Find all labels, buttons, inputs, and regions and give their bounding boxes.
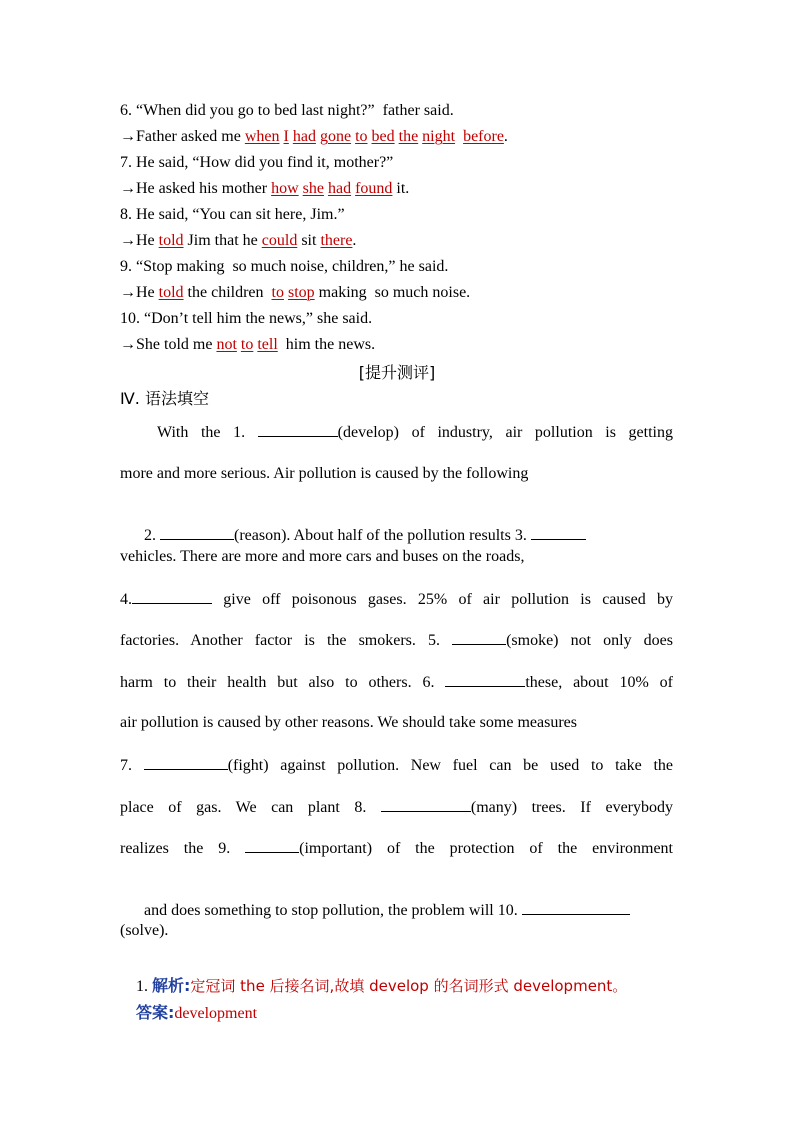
answer-word: not xyxy=(216,336,237,353)
blank-6[interactable] xyxy=(445,672,525,687)
section-heading: Ⅳ. 语法填空 xyxy=(120,389,209,408)
answer-word: stop xyxy=(287,284,315,301)
passage-line: (solve). xyxy=(120,922,169,939)
answer-word: could xyxy=(261,232,298,249)
answer-word: bed xyxy=(371,128,395,145)
explanation-line: 1. 解析:定冠词 the 后接名词,故填 develop 的名词形式 development。 xyxy=(136,976,628,995)
answer-text: Jim that he xyxy=(183,232,262,249)
blank-3[interactable] xyxy=(531,525,586,540)
passage-line: air pollution is caused by other reasons. We should take some measures xyxy=(120,714,577,731)
passage-line: vehicles. There are more and more cars and buses on the roads, xyxy=(120,548,525,565)
conversion-answer xyxy=(120,283,470,303)
answer-word: to xyxy=(355,128,368,145)
blank-7[interactable] xyxy=(144,755,228,770)
answer-word: she xyxy=(302,180,324,197)
answer-word: before xyxy=(463,128,504,145)
blank-1[interactable] xyxy=(258,422,338,437)
passage-line: realizes the 9. (important) of the protection of the environment xyxy=(120,840,673,857)
blank-2[interactable] xyxy=(160,525,234,540)
answer-text: development xyxy=(174,1005,258,1022)
answer-word: I xyxy=(283,128,289,145)
conversion-question: 10. “Don’t tell him the news,” she said. xyxy=(120,310,373,327)
answer-word: tell xyxy=(257,336,278,353)
answer-word: to xyxy=(271,284,284,301)
answer-word: there xyxy=(320,232,353,249)
answer-word: the xyxy=(398,128,419,145)
answer-text: . xyxy=(352,232,357,249)
passage-line: more and more serious. Air pollution is caused by the following xyxy=(120,465,529,482)
conversion-answer xyxy=(120,127,508,147)
answer-word: night xyxy=(422,128,456,145)
passage-line: place of gas. We can plant 8. (many) trees. If everybody xyxy=(120,799,674,816)
answer-word: when xyxy=(244,128,280,145)
passage-line: With the 1. (develop) of industry, air pollution is getting xyxy=(157,424,673,441)
answer-word: had xyxy=(327,180,352,197)
blank-9[interactable] xyxy=(245,838,299,853)
answer-text: making so much noise. xyxy=(314,284,471,301)
answer-prefix: →He asked his mother xyxy=(120,180,272,197)
passage-line: factories. Another factor is the smokers. 5. (smoke) not only does xyxy=(120,632,673,649)
conversion-question: 6. “When did you go to bed last night?” father said. xyxy=(120,102,454,119)
blank-8[interactable] xyxy=(381,797,471,812)
conversion-question: 7. He said, “How did you find it, mother?” xyxy=(120,154,394,171)
answer-prefix: →She told me xyxy=(120,336,217,353)
answer-text xyxy=(455,128,463,145)
answer-word: to xyxy=(240,336,254,353)
explanation-text: 定冠词 the 后接名词,故填 develop 的名词形式 development。 xyxy=(190,977,628,995)
conversion-question: 9. “Stop making so much noise, children,” he said. xyxy=(120,258,449,275)
answer-text: it. xyxy=(392,180,410,197)
conversion-answer xyxy=(120,179,409,199)
answer-text: the children xyxy=(183,284,272,301)
passage-line: 4. give off poisonous gases. 25% of air pollution is caused by xyxy=(120,591,673,608)
conversion-question: 8. He said, “You can sit here, Jim.” xyxy=(120,206,345,223)
answer-word: told xyxy=(158,284,184,301)
answer-word: gone xyxy=(319,128,352,145)
answer-word: found xyxy=(355,180,393,197)
answer-word: had xyxy=(292,128,316,145)
answer-text: . xyxy=(503,128,508,145)
answer-text: sit xyxy=(297,232,321,249)
passage-line: harm to their health but also to others. 6. these, about 10% of xyxy=(120,674,674,691)
passage-line: 2. (reason). About half of the pollution results 3. xyxy=(120,505,586,566)
answer-word: how xyxy=(271,180,299,197)
conversion-answer xyxy=(120,231,356,251)
answer-prefix: →He xyxy=(120,284,159,301)
section-tag: [提升测评] xyxy=(358,363,436,382)
explanation-label: 解析: xyxy=(152,976,191,995)
conversion-answer xyxy=(120,335,375,355)
passage-line: and does something to stop pollution, the problem will 10. xyxy=(120,880,630,941)
answer-prefix: →He xyxy=(120,232,159,249)
answer-word: told xyxy=(158,232,184,249)
answer-text: him the news. xyxy=(277,336,376,353)
answer-line xyxy=(120,983,257,1044)
passage-line: 7. (fight) against pollution. New fuel can be used to take the xyxy=(120,757,673,774)
answer-label: 答案: xyxy=(136,1003,175,1022)
blank-5[interactable] xyxy=(452,630,506,645)
blank-10[interactable] xyxy=(522,900,630,915)
blank-4[interactable] xyxy=(132,589,212,604)
answer-prefix: →Father asked me xyxy=(120,128,245,145)
